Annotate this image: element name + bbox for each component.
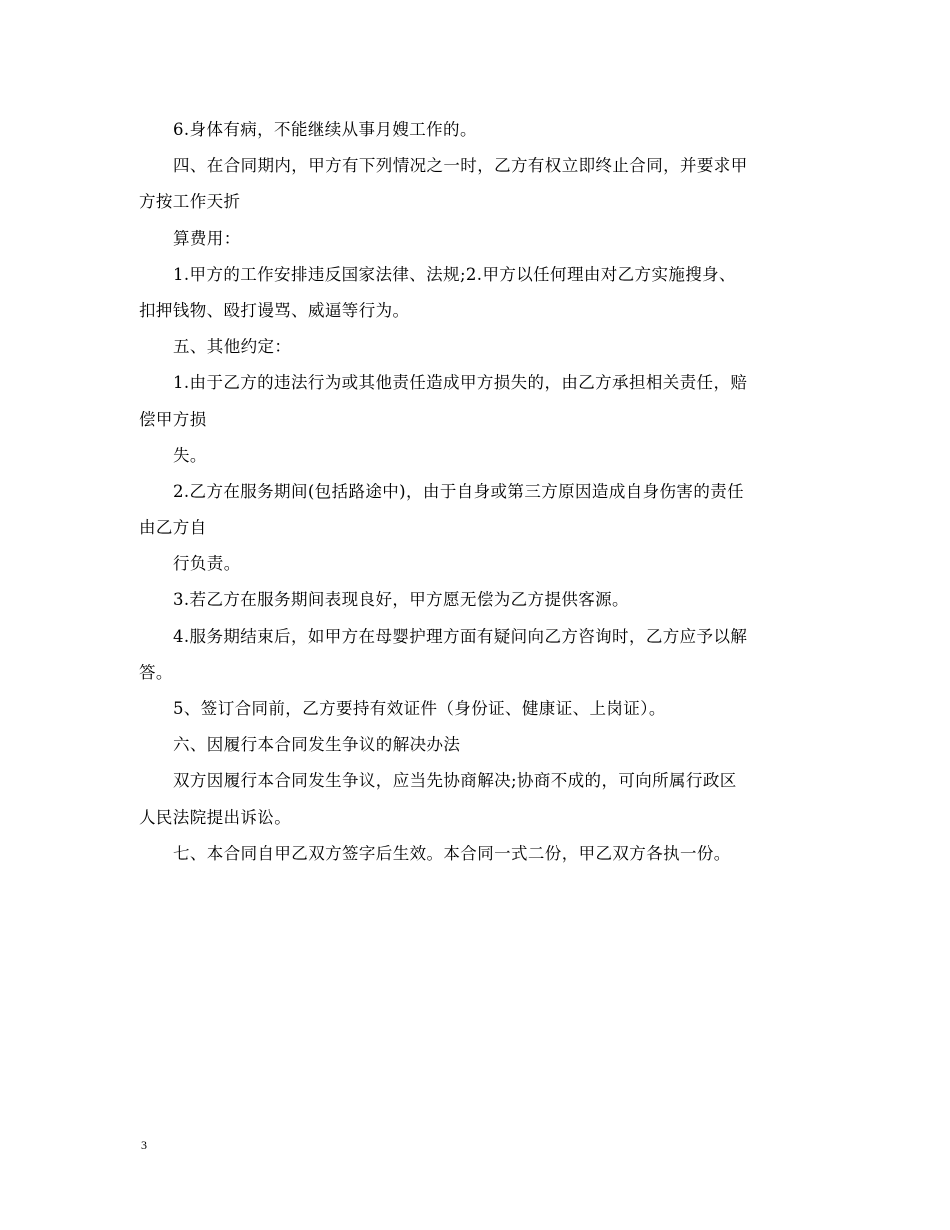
paragraph-line: 3.若乙方在服务期间表现良好，甲方愿无偿为乙方提供客源。 bbox=[173, 590, 629, 610]
paragraph-line: 1.由于乙方的违法行为或其他责任造成甲方损失的，由乙方承担相关责任，赔 bbox=[173, 373, 748, 393]
paragraph-line: 答。 bbox=[139, 662, 173, 682]
paragraph-line: 双方因履行本合同发生争议，应当先协商解决;协商不成的，可向所属行政区 bbox=[173, 771, 737, 791]
paragraph-line: 五、其他约定： bbox=[173, 337, 292, 357]
paragraph-line: 由乙方自 bbox=[139, 518, 207, 538]
paragraph-line: 6.身体有病，不能继续从事月嫂工作的。 bbox=[173, 120, 477, 139]
paragraph-line: 失。 bbox=[173, 445, 207, 465]
paragraph-line: 方按工作天折 bbox=[139, 192, 241, 212]
paragraph-line: 四、在合同期内，甲方有下列情况之一时，乙方有权立即终止合同，并要求甲 bbox=[173, 156, 748, 176]
paragraph-line: 1.甲方的工作安排违反国家法律、法规;2.甲方以任何理由对乙方实施搜身、 bbox=[173, 264, 736, 284]
paragraph-line: 行负责。 bbox=[173, 554, 241, 574]
paragraph-line: 扣押钱物、殴打谩骂、威逼等行为。 bbox=[139, 300, 410, 320]
paragraph-line: 七、本合同自甲乙双方签字后生效。本合同一式二份，甲乙双方各执一份。 bbox=[173, 843, 731, 863]
paragraph-line: 2.乙方在服务期间(包括路途中)，由于自身或第三方原因造成自身伤害的责任 bbox=[173, 481, 745, 501]
paragraph-line: 算费用： bbox=[173, 228, 241, 248]
paragraph-line: 偿甲方损 bbox=[139, 409, 207, 429]
page-number: 3 bbox=[141, 1138, 147, 1152]
paragraph-line: 4.服务期结束后，如甲方在母婴护理方面有疑问向乙方咨询时，乙方应予以解 bbox=[173, 626, 748, 646]
section-heading: 六、因履行本合同发生争议的解决办法 bbox=[173, 735, 461, 755]
paragraph-line: 5、签订合同前，乙方要持有效证件（身份证、健康证、上岗证）。 bbox=[173, 699, 666, 718]
paragraph-line: 人民法院提出诉讼。 bbox=[139, 807, 292, 827]
document-body bbox=[139, 112, 814, 872]
